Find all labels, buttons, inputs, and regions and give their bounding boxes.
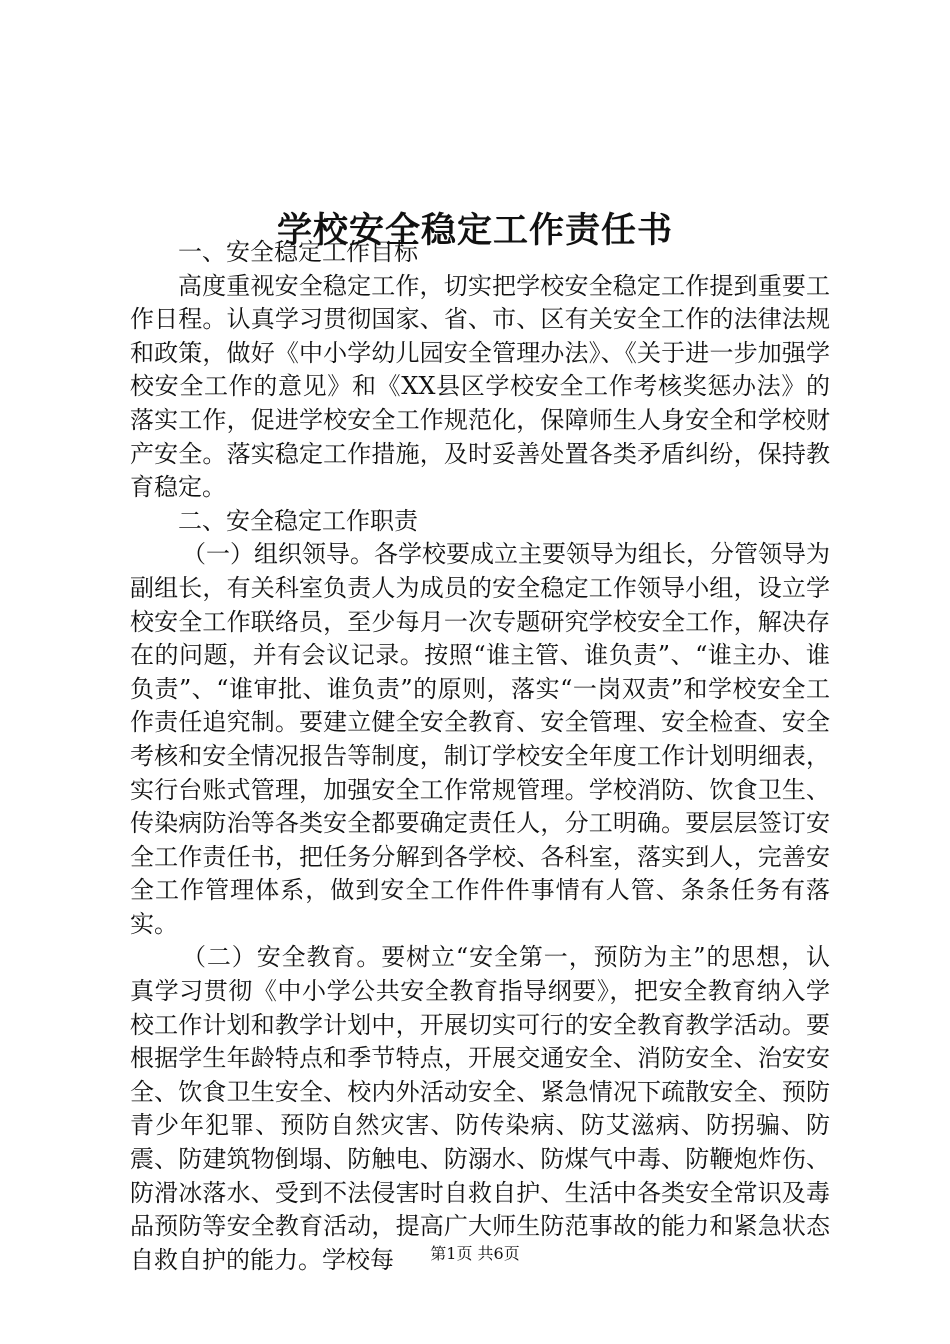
document-title: 学校安全稳定工作责任书 (276, 210, 673, 252)
paragraph-goals: 高度重视安全稳定工作，切实把学校安全稳定工作提到重要工作日程。认真学习贯彻国家、省、市、区有关安全工作的法律法规和政策，做好《中小学幼儿园安全管理办法》、《关于进一步加强学校安全工作的意见》和《XX县区学校安全工作考核奖惩办法》的落实工作，促进学校安全工作规范化，保障师生人身安全和学校财产安全。落实稳定工作措施，及时妥善处置各类矛盾纠纷，保持教育稳定。 (130, 271, 830, 502)
section-heading-goals: 一、安全稳定工作目标 (178, 238, 418, 266)
document-body (130, 236, 830, 1277)
paragraph-education: （二）安全教育。要树立“安全第一，预防为主”的思想，认真学习贯彻《中小学公共安全教育指导纲要》，把安全教育纳入学校工作计划和教学计划中，开展切实可行的安全教育教学活动。要根据学生年龄特点和季节特点，开展交通安全、消防安全、治安安全、饮食卫生安全、校内外活动安全、紧急情况下疏散安全、预防青少年犯罪、预防自然灾害、防传染病、防艾滋病、防拐骗、防震、防建筑物倒塌、防触电、防溺水、防煤气中毒、防鞭炮炸伤、防滑冰落水、受到不法侵害时自救自护、生活中各类安全常识及毒品预防等安全教育活动，提高广大师生防范事故的能力和紧急状态自救自护的能力。学校每 (130, 943, 830, 1274)
paragraph-organization: （一）组织领导。各学校要成立主要领导为组长，分管领导为副组长，有关科室负责人为成员的安全稳定工作领导小组，设立学校安全工作联络员，至少每月一次专题研究学校安全工作，解决存在的问题，并有会议记录。按照“谁主管、谁负责”、“谁主办、谁负责”、“谁审批、谁负责”的原则，落实“一岗双责”和学校安全工作责任追究制。要建立健全安全教育、安全管理、安全检查、安全考核和安全情况报告等制度，制订学校安全年度工作计划明细表，实行台账式管理，加强安全工作常规管理。学校消防、饮食卫生、传染病防治等各类安全都要确定责任人，分工明确。要层层签订安全工作责任书，把任务分解到各学校、各科室，落实到人，完善安全工作管理体系，做到安全工作件件事情有人管、条条任务有落实。 (130, 540, 830, 938)
section-heading-duties: 二、安全稳定工作职责 (178, 506, 418, 535)
page-number-footer: 第1页 共6页 (430, 1244, 520, 1263)
